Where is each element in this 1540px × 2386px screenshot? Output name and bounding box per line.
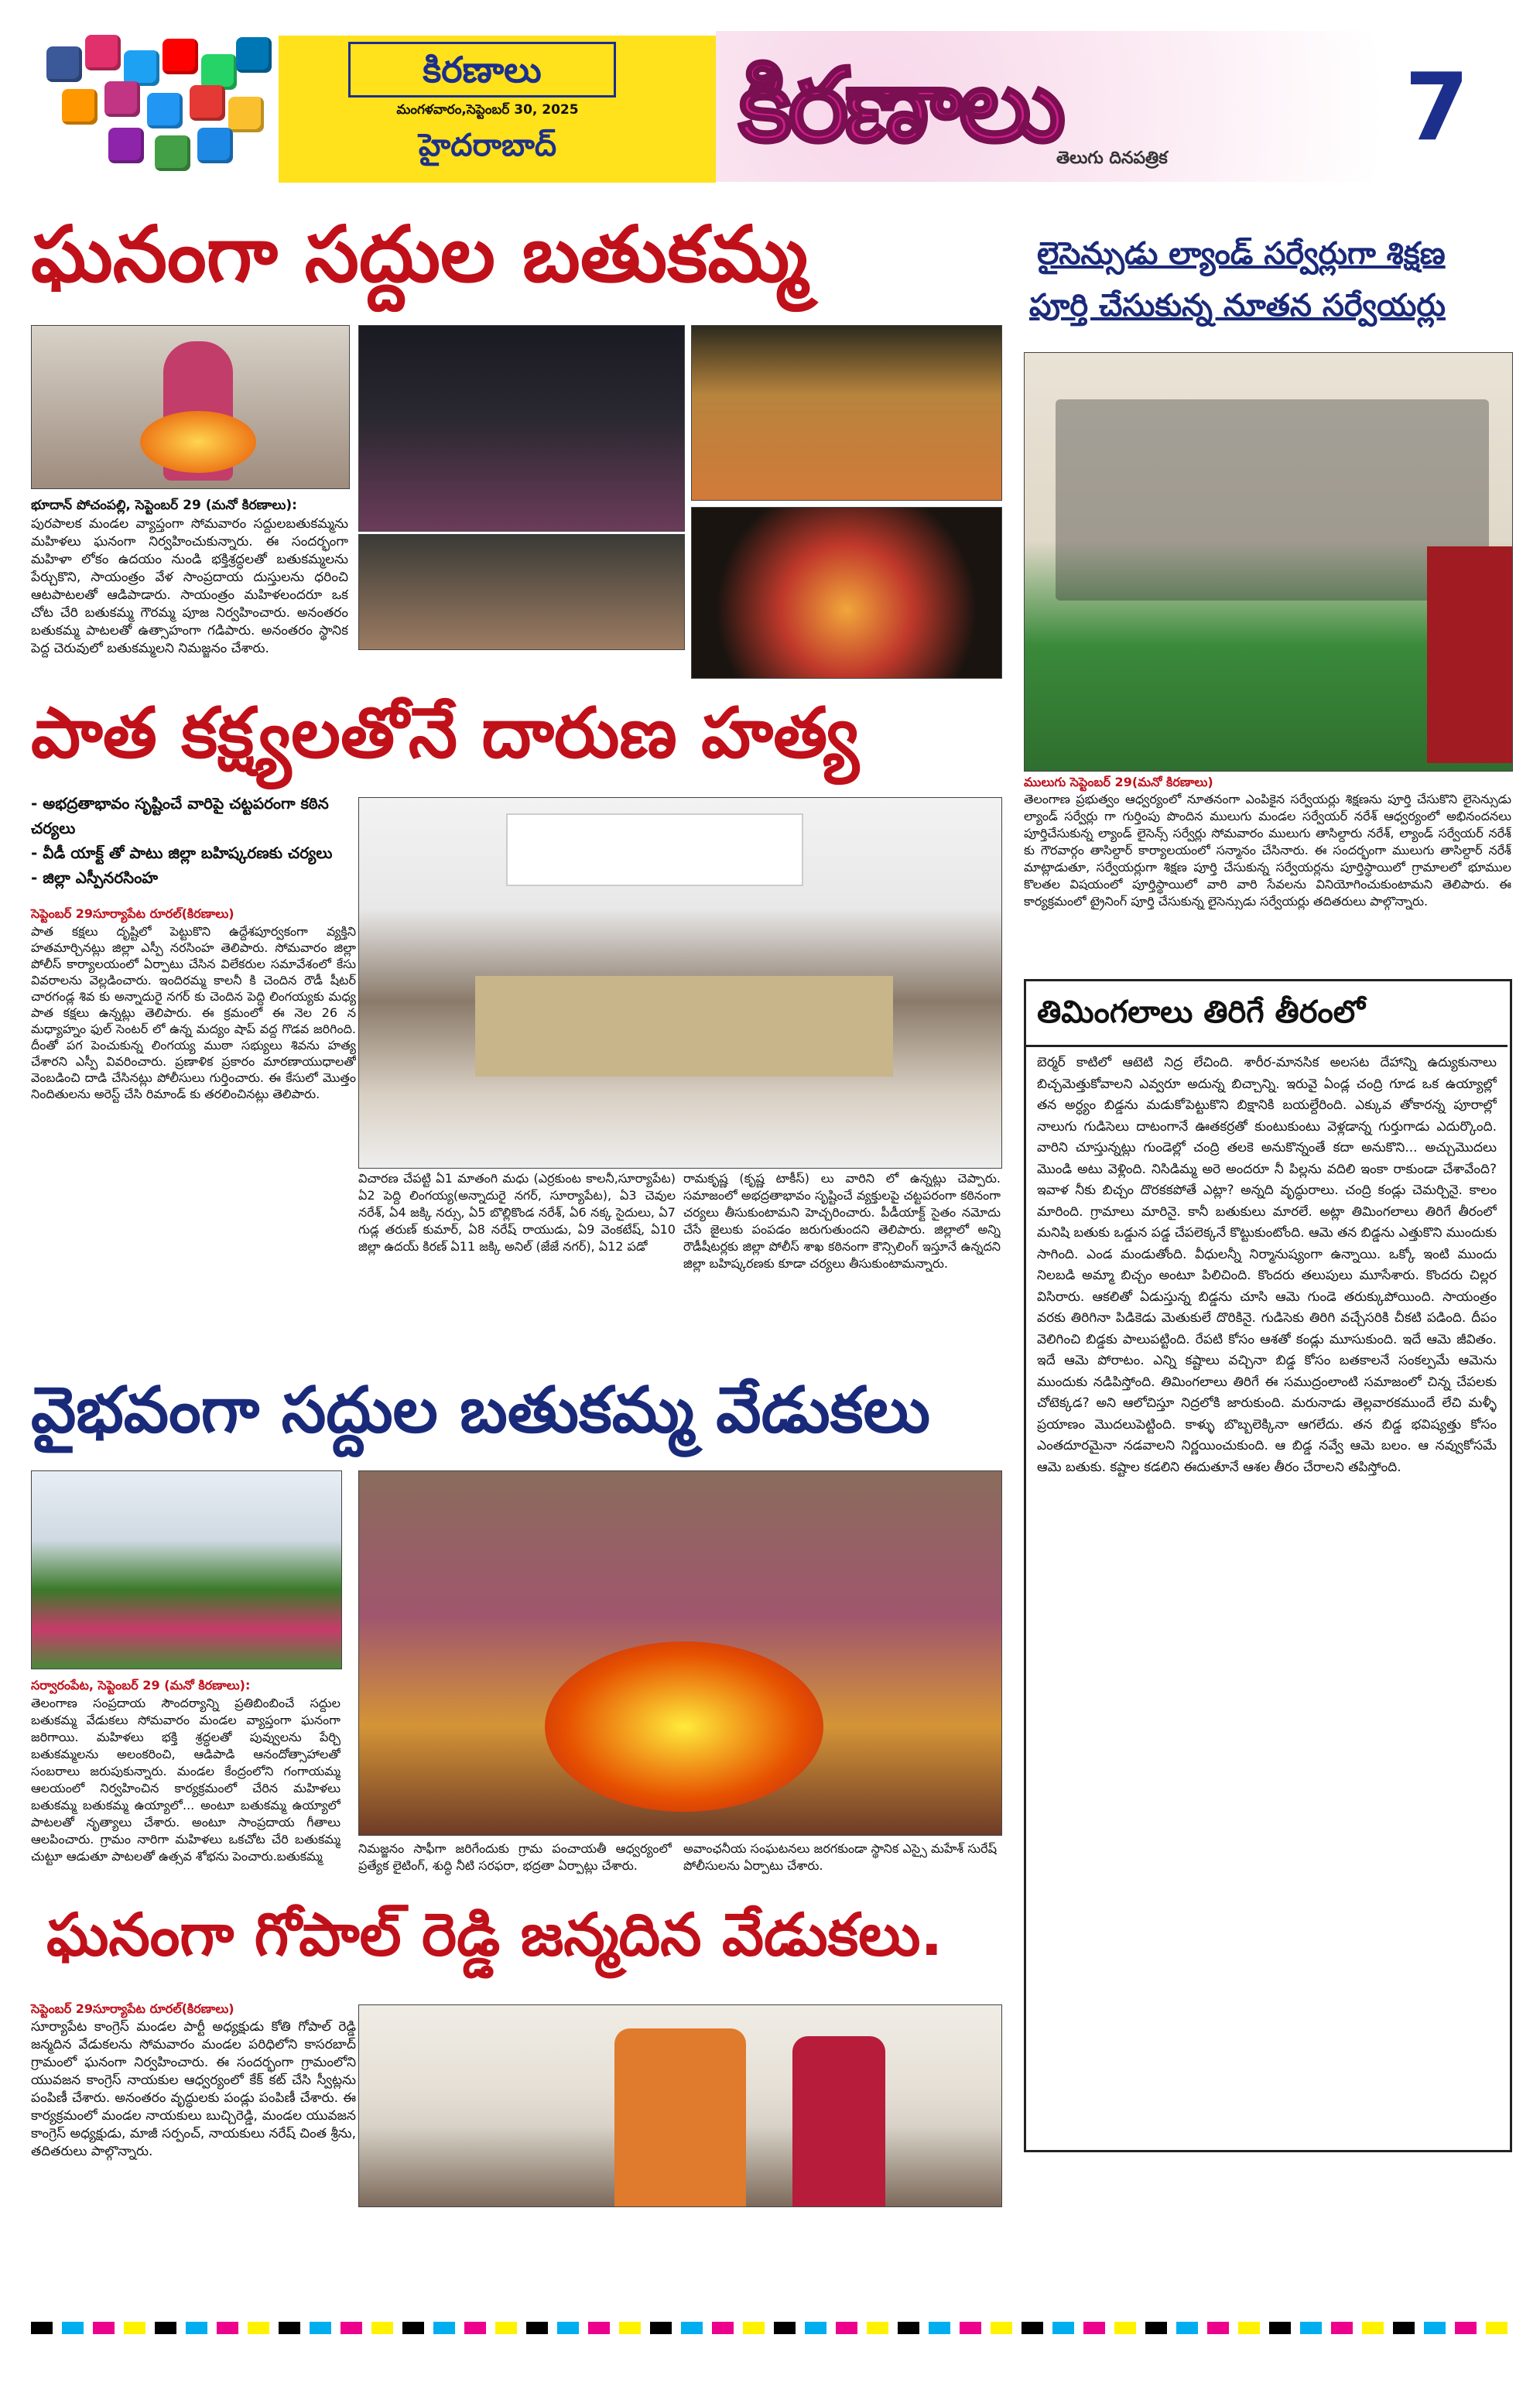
story5-headline: వైభవంగా సద్దుల బతుకమ్మ వేడుకలు <box>31 1374 930 1447</box>
edition-city: హైదరాబాద్ <box>418 127 557 163</box>
story3-body: పాత కక్షలు దృష్టిలో పెట్టుకొని ఉద్దేశపూర్వకంగా వ్యక్తిని హతమార్చినట్లు జిల్లా ఎస్పీ నరసింహ తెలిపారు. సోమవారం జిల్లా పోలీస్ కార్యాలయంలో ఏర్పాటు చేసిన విలేకరుల సమావేశంలో కేసు వివరాలను వెల్లడించారు. ఇందిరమ్మ కాలనీ కి చెందిన రౌడీ షీటర్ చారగండ్ల శివ కు అన్నాదురై నగర్ కు చెందిన పెద్ది లింగయ్యకు మధ్య పాత కక్షలు ఉన్నట్లు తెలిపారు. ఈ క్రమంలో ఈ నెల 26 న మధ్యాహ్నం ఫుల్ సెంటర్ లో ఉన్న మద్యం షాప్ వద్ద గొడవ జరిగింది. దీంతో పగ పెంచుకున్న లింగయ్య ముఠా సభ్యులు శివను హత్య చేశారని ఎస్పీ వివరించారు. ప్రణాళిక ప్రకారం మారణాయుధాలతో వెంబడించి దాడి చేసినట్లు పోలీసులు గుర్తించారు. ఈ కేసులో మొత్తం నిందితులను అరెస్ట్ చేసి రిమాండ్ కు తరలించినట్లు తెలిపారు. <box>31 924 356 1101</box>
story3-bullet: - జిల్లా ఎస్పీనరసింహ <box>31 868 159 887</box>
story3-bullet: - వీడీ యాక్ట్ తో పాటు జిల్లా బహిష్కరణకు చర్యలు <box>31 844 333 862</box>
story2-photo-office <box>1024 352 1513 772</box>
story3-dateline: సెప్టెంబర్ 29సూర్యాపేట రూరల్(కిరణాలు) <box>31 906 234 921</box>
story2-dateline: ములుగు సెప్టెంబర్ 29(మనో కిరణాలు) <box>1024 775 1213 789</box>
story6-headline: ఘనంగా గోపాల్ రెడ్డి జన్మదిన వేడుకలు. <box>46 1900 943 1969</box>
story5-photo-women <box>358 1470 1002 1836</box>
story5-dateline: సర్వారంపేట, సెప్టెంబర్ 29 (మనో కిరణాలు): <box>31 1678 251 1693</box>
story3-headline: పాత కక్ష్యలతోనే దారుణ హత్య <box>31 693 859 774</box>
story1-photo-group-night <box>358 325 685 532</box>
story1-dateline: భూదాన్ పోచంపల్లి, సెప్టెంబర్ 29 (మనో కిరణాలు): <box>31 498 297 513</box>
story5-body: తెలంగాణ సంప్రదాయ సౌందర్యాన్ని ప్రతిబింబించే సద్దుల బతుకమ్మ వేడుకలు సోమవారం మండల వ్యాప్తంగా ఘనంగా జరిగాయి. మహిళలు భక్తి శ్రద్ధలతో పువ్వులను పేర్చి బతుకమ్మలను అలంకరించి, ఆడిపాడి ఆనందోత్సాహాలతో సంబరాలు జరుపుకున్నారు. మండల కేంద్రంలోని గంగాయమ్మ ఆలయంలో నిర్వహించిన కార్యక్రమంలో చేరిన మహిళలు బతుకమ్మ బతుకమ్మ ఉయ్యాలో... అంటూ బతుకమ్మ ఉయ్యాలో పాటలతో నృత్యాలు చేశారు. అంటూ సాంప్రదాయ గీతాలు ఆలపించారు. గ్రామం నారిగా మహిళలు ఒకచోట చేరి బతుకమ్మ చుట్టూ ఆడుతూ పాటలతో ఉత్సవ శోభను పెంచారు.బతుకమ్మ <box>31 1696 341 1864</box>
story3-photo-press-meet <box>358 797 1002 1169</box>
story5-photo-field <box>31 1470 342 1669</box>
masthead-edition-box <box>279 36 716 183</box>
story4-body: బెర్మర్ కాటిలో ఆటెటి నిద్ర లేచింది. శారీర-మానసిక అలసట దేహాన్ని ఉద్యుకునాలు బిచ్చమెత్తుకోవాలని ఎవ్వరూ అదున్న బిచ్చాన్ని. ఇరువై ఏండ్ల చంద్రి గూడ ఒక ఉయ్యాల్లో తన అర్ధ్యం బిడ్డను మడుకోపెట్టుకొని బిక్షానికి బయల్దేరింది. ఎక్కువ తోకారన్న పూరాల్లో నాలుగు గుడిసెలు దాటంగానే ఊతకర్రతో కుంటుకుంటు వెళ్లడాన్న గుర్తుగాడు ఎదుర్కొంది. వారిని చూస్తున్నట్లు గుండెల్లో చంద్రి తలకె అనుకొన్నంతే కదా అనుకొని... అచ్చుమొదలు మొండి అటు వెళ్లింది. నిసిడిమ్మ అరె అందరూ నీ పిల్లను వదిలి ఇంకా రాకుండా చేశావేంది? ఇవాళ నీకు బిచ్చం దొరకకపోతే ఎట్లా? అన్నది వృద్ధురాలు. చంద్రి కండ్లు చెమర్చినై. కాలం మారింది. గ్రామాలు మారినై. కానీ బతుకులు మారలే. అట్లా తిమింగలాలు తిరిగే తీరంలో మనిషి బతుకు ఒడ్డున పడ్డ చేపలెక్కనే కొట్టుకుంటోంది. ఆమె తన బిడ్డను ఎత్తుకొని ముందుకు సాగింది. ఎండ మండుతోంది. వీధులన్నీ నిర్మానుష్యంగా ఉన్నాయి. ఒక్కో ఇంటి ముందు నిలబడి అమ్మా బిచ్చం అంటూ పిలిచింది. కొందరు తలుపులు మూసేశారు. కొందరు చిల్లర విసిరారు. ఆకలితో ఏడుస్తున్న బిడ్డను చూసి ఆమె గుండె తరుక్కుపోయింది. సాయంత్రం వరకు తిరిగినా పిడికెడు మెతుకులే దొరికినై. గుడిసెకు తిరిగి వచ్చేసరికి చీకటి పడింది. దీపం వెలిగించి బిడ్డకు పాలుపట్టింది. రేపటి కోసం ఆశతో కండ్లు మూసుకుంది. ఇదే ఆమె జీవితం. ఇదే ఆమె పోరాటం. ఎన్ని కష్టాలు వచ్చినా బిడ్డ కోసం బతకాలనే సంకల్పమే ఆమెను ముందుకు నడిపిస్తోంది. తిమింగలాలు తిరిగే ఈ సముద్రంలాంటి సమాజంలో చిన్న చేపలకు చోటెక్కడ? అని ఆలోచిస్తూ నిద్రలోకి జారుకుంది. మరునాడు తెల్లవారకముందే లేచి మళ్ళీ ప్రయాణం మొదలుపెట్టింది. కాళ్ళు బొబ్బలెక్కినా ఆగలేదు. తన బిడ్డ భవిష్యత్తు కోసం ఎంతదూరమైనా నడవాలని నిర్ణయించుకుంది. ఆ బిడ్డ నవ్వే ఆమె బలం. ఆ నవ్వుకోసమే ఆమె బతుకు. కష్టాల కడలిని ఈదుతూనే ఆశల తీరం చేరాలని తపిస్తోంది. <box>1037 1055 1497 1475</box>
story3-body-col2: విచారణ చేపట్టి ఏ1 మాతంగి మధు (ఎర్రకుంట కాలనీ,సూర్యాపేట) ఏ2 పెద్ది లింగయ్య(అన్నాదురై నగర్, సూర్యాపేట), ఏ3 చెవుల నరేశ్, ఏ4 జక్కి నర్సు, ఏ5 బొల్లికొండ నరేశ్, ఏ6 నక్క సైదులు, ఏ7 గుడ్ల తరుణ్ కుమార్, ఏ8 నరేష్ రాయుడు, ఏ9 వెంకటేష్, ఏ10 జిల్లా ఉదయ్ కిరణ్ ఏ11 జక్కి అనిల్ (జేజే నగర్), ఏ12 పడో <box>358 1171 676 1254</box>
story1-photo-crowd <box>358 534 685 650</box>
page-number: 7 <box>1405 54 1470 162</box>
story2-headline-line1: లైసెన్సుడు ల్యాండ్ సర్వేర్లుగా శిక్షణ <box>1037 236 1446 272</box>
newspaper-tagline: తెలుగు దినపత్రిక <box>1056 149 1168 168</box>
story6-dateline: సెప్టెంబర్ 29సూర్యాపేట రూరల్(కిరణాలు) <box>31 2001 234 2016</box>
story5-body-col2: నిమజ్జనం సాఫీగా జరిగేందుకు గ్రామ పంచాయతీ ఆధ్వర్యంలో ప్రత్యేక లైటింగ్, శుద్ధి నీటి సరఫరా, భద్రతా ఏర్పాట్లు చేశారు. <box>358 1841 672 1873</box>
newspaper-logo: కిరణాలు <box>739 46 1063 164</box>
story2-headline-line2: పూర్తి చేసుకున్న నూతన సర్వేయర్లు <box>1029 288 1446 323</box>
story1-photo-idol <box>691 507 1002 679</box>
story6-photo-celebration <box>358 2004 1002 2207</box>
issue-date: మంగళవారం,సెప్టెంబర్ 30, 2025 <box>396 102 579 118</box>
story1-headline: ఘనంగా సద్దుల బతుకమ్మ <box>31 209 808 300</box>
story5-body-col3: అవాంఛనీయ సంఘటనలు జరగకుండా స్థానిక ఎస్సై మహేశ్ సురేష్ పోలీసులను ఏర్పాటు చేశారు. <box>683 1841 997 1873</box>
story3-bullet: - అభద్రతాభావం సృష్టించే వారిపై చట్టపరంగా కఠిన చర్యలు <box>31 794 329 837</box>
story3-body-col3: రామకృష్ణ (కృష్ణ టాకీస్) లు వారిని లో ఉన్నట్లు చెప్పారు. సమాజంలో అభద్రతాభావం సృష్టించే వ్యక్తులపై చట్టపరంగా కఠినంగా చర్యలు తీసుకుంటామని హెచ్చరించారు. పీడీయాక్ట్ సైతం నమోదు చేసే జైలుకు పంపడం జరుగుతుందని తెలిపారు. జిల్లాలో అన్ని రౌడీషీటర్లకు జిల్లా పోలీస్ శాఖ కఠినంగా కౌన్సిలింగ్ ఇస్తూనే ఉన్నదని జిల్లా బహిష్కరణకు కూడా చర్యలు తీసుకుంటామన్నారు. <box>683 1171 1001 1271</box>
story4-headline: తిమింగలాలు తిరిగే తీరంలో <box>1037 994 1365 1030</box>
story1-body: పురపాలక మండల వ్యాప్తంగా సోమవారం సద్దులబతుకమ్మను మహిళలు ఘనంగా నిర్వహించుకున్నారు. ఈ సందర్భంగా మహిళా లోకం ఉదయం నుండి భక్తిశ్రద్ధలతో బతుకమ్మలను పేర్చుకొని, సాయంత్రం వేళ సాంప్రదాయ దుస్తులను ధరించి ఆటపాటలతో ఆడిపాడారు. సాయంత్రం మహిళలందరూ ఒక చోట చేరి బతుకమ్మ గౌరమ్మ పూజ నిర్వహించారు. అనంతరం బతుకమ్మ పాటలతో ఉత్సాహంగా గడిపారు. అనంతరం స్థానిక పెద్ద చెరువులో బతుకమ్మలని నిమజ్జనం చేశారు. <box>31 516 348 656</box>
story4-headline-rule <box>1026 1045 1507 1047</box>
story1-photo-woman <box>31 325 350 489</box>
story6-body: సూర్యాపేట కాంగ్రెస్ మండల పార్టీ అధ్యక్షుడు కోతి గోపాల్ రెడ్డి జన్మదిన వేడుకలను సోమవారం మండల పరిధిలోని కాసరబాద్ గ్రామంలో ఘనంగా నిర్వహించారు. ఈ సందర్భంగా గ్రామంలోని యువజన కాంగ్రెస్ నాయకుల ఆధ్వర్యంలో కేక్ కట్ చేసి స్వీట్లను పంపిణీ చేశారు. అనంతరం వృద్ధులకు పండ్లు పంపిణీ చేశారు. ఈ కార్యక్రమంలో మండల నాయకులు బుచ్చిరెడ్డి, మండల యువజన కాంగ్రెస్ అధ్యక్షుడు, మాజీ సర్పంచ్, నాయకులు నరేష్ చింత శ్రీను, తదితరులు పాల్గొన్నారు. <box>31 2019 356 2159</box>
masthead-banner <box>716 31 1505 182</box>
story2-body: తెలంగాణ ప్రభుత్వం ఆధ్వర్యంలో నూతనంగా ఎంపికైన సర్వేయర్లు శిక్షణను పూర్తి చేసుకొని లైసెన్సుడు ల్యాండ్ సర్వేర్లు గా గుర్తింపు పొందిన ములుగు మండల సర్వేయర్ నరేశ్ ఆధ్వర్యంలో అభినందనలు పూర్తిచేసుకున్న ల్యాండ్ లైసెన్స్ సర్వేర్లు సోమవారం ములుగు తాసిల్దారు నరేశ్, ల్యాండ్ సర్వేయర్ నరేశ్ కు గౌరవార్గం తాసిల్దార్ కార్యాలయంలో సన్మానం చేసినారు. ఈ సందర్భంగా ములుగు తాసిల్దార్ నరేశ్ మాట్లాడుతూ, సర్వేయర్లుగా శిక్షణ పూర్తి చేసుకున్న సర్వేయర్లను పూర్తిస్థాయిలో గ్రామాలలో భూముల కొలతల విషయంలో పూర్తిస్థాయిలో వారి వారి సేవలను వినియోగించుకుంటామని తెలిపారు. ఈ కార్యక్రమంలో ట్రైనింగ్ పూర్తి చేసుకున్న లైసెన్సుడు సర్వేయర్లు తదితరులు పాల్గొన్నారు. <box>1024 792 1511 909</box>
color-registration-bar <box>31 2322 1509 2334</box>
story3-bullets <box>31 791 356 890</box>
mini-logo: కిరణాలు <box>348 42 616 98</box>
story1-photo-temple <box>691 325 1002 501</box>
